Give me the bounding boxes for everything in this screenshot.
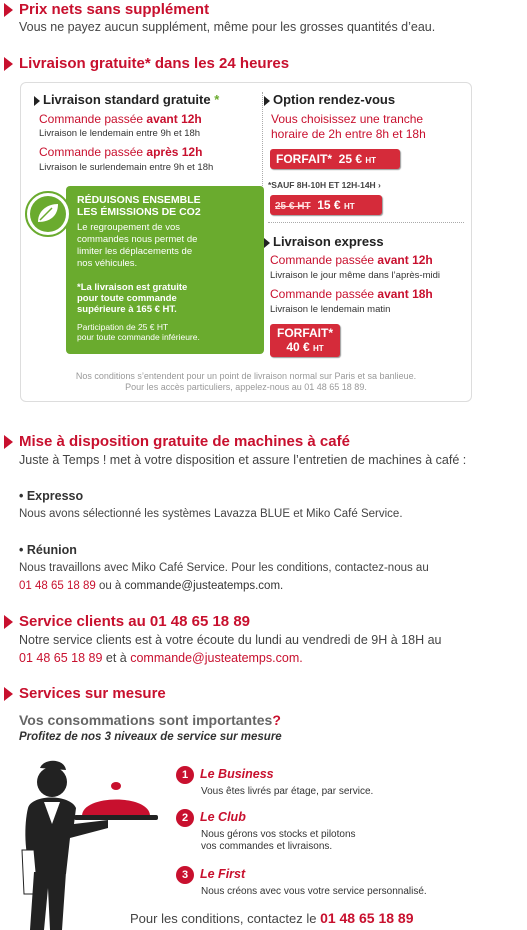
service-number-badge: 1 xyxy=(176,766,194,784)
service-contact: 01 48 65 18 89 et à commande@justeatemps.com. xyxy=(19,651,303,665)
rdv-exception: *SAUF 8H-10H ET 12H-14H › xyxy=(268,180,381,190)
standard-line2: Commande passée après 12h xyxy=(39,145,203,159)
standard-line1: Commande passée avant 12h xyxy=(39,112,202,126)
black-arrow-icon xyxy=(264,238,270,248)
section-text: Vous ne payez aucun supplément, même pour les grosses quantités d’eau. xyxy=(19,20,436,34)
section-title: Service clients au 01 48 65 18 89 xyxy=(19,613,250,630)
service-number-badge: 2 xyxy=(176,809,194,827)
eco-title: RÉDUISONS ENSEMBLE LES ÉMISSIONS DE CO2 xyxy=(77,194,201,218)
black-arrow-icon xyxy=(34,96,40,106)
service-desc: Nous créons avec vous votre service personnalisé. xyxy=(201,886,427,897)
eco-free-delivery: *La livraison est gratuite pour toute commande supérieure à 165 € HT. xyxy=(77,282,188,315)
service-desc: Vous êtes livrés par étage, par service. xyxy=(201,786,374,797)
eco-participation: Participation de 25 € HT pour toute commande inférieure. xyxy=(77,322,200,342)
service-name: Le Club xyxy=(200,810,246,824)
red-arrow-icon xyxy=(4,57,13,71)
reunion-contact: 01 48 65 18 89 ou à commande@justeatemps.com. xyxy=(19,580,284,592)
standard-note1: Livraison le lendemain entre 9h et 18h xyxy=(39,128,201,139)
services-tagline: Profitez de nos 3 niveaux de service sur mesure xyxy=(19,731,282,743)
express-title: Livraison express xyxy=(264,234,384,249)
black-arrow-icon xyxy=(264,96,270,106)
section-prix-nets xyxy=(0,0,527,40)
express-price-badge: FORFAIT* 40 € HT xyxy=(270,324,340,357)
email-link[interactable]: commande@justeatemps.com. xyxy=(130,651,303,665)
section-title: Livraison gratuite* dans les 24 heures xyxy=(19,55,290,72)
rdv-title: Option rendez-vous xyxy=(264,92,395,107)
express-note2: Livraison le lendemain matin xyxy=(270,304,391,315)
reunion-text: Nous travaillons avec Miko Café Service. Pour les conditions, contactez-nous au xyxy=(19,562,429,574)
express-line1: Commande passée avant 12h xyxy=(270,253,433,267)
red-arrow-icon xyxy=(4,3,13,17)
eco-info-box xyxy=(66,186,264,354)
express-line2: Commande passée avant 18h xyxy=(270,287,433,301)
service-name: Le First xyxy=(200,867,246,881)
expresso-title: • Expresso xyxy=(19,489,84,503)
phone-link[interactable]: 01 48 65 18 89 xyxy=(19,580,96,592)
waiter-illustration xyxy=(4,754,174,930)
section-intro: Juste à Temps ! met à votre disposition et assure l’entretien de machines à café : xyxy=(19,453,467,467)
delivery-footnote: Nos conditions s’entendent pour un point de livraison normal sur Paris et sa banlieue. Pour les accès particuliers, appelez-nous au 01 48 65 18 89. xyxy=(75,371,417,392)
standard-note2: Livraison le surlendemain entre 9h et 18h xyxy=(39,162,214,173)
section-title: Mise à disposition gratuite de machines à café xyxy=(19,433,350,450)
service-number-badge: 3 xyxy=(176,866,194,884)
standard-delivery-title: Livraison standard gratuite * xyxy=(34,92,219,107)
service-desc: Nous gérons vos stocks et pilotons vos commandes et livraisons. xyxy=(201,829,356,852)
section-title: Prix nets sans supplément xyxy=(19,1,210,18)
conditions-cta: Pour les conditions, contactez le 01 48 65 18 89 xyxy=(130,910,414,926)
red-arrow-icon xyxy=(4,687,13,701)
phone-link[interactable]: 01 48 65 18 89 xyxy=(19,651,103,665)
rdv-discount-badge: 25 € HT 15 € HT xyxy=(270,195,382,215)
reunion-title: • Réunion xyxy=(19,543,77,557)
service-name: Le Business xyxy=(200,767,274,781)
phone-link[interactable]: 01 48 65 18 89 xyxy=(320,910,414,926)
eco-text: Le regroupement de vos commandes nous permet de limiter les déplacements de nos véhicules. xyxy=(77,222,198,269)
email-link[interactable]: commande@justeatemps.com. xyxy=(124,580,284,592)
leaf-icon xyxy=(24,190,72,243)
rdv-price-badge: FORFAIT* 25 € HT xyxy=(270,149,400,169)
red-arrow-icon xyxy=(4,435,13,449)
horizontal-divider xyxy=(268,222,464,223)
expresso-text: Nous avons sélectionné les systèmes Lavazza BLUE et Miko Café Service. xyxy=(19,508,403,520)
rdv-text: Vous choisissez une tranche horaire de 2h entre 8h et 18h xyxy=(271,112,426,141)
section-text: Notre service clients est à votre écoute du lundi au vendredi de 9H à 18H au xyxy=(19,633,442,647)
section-title: Services sur mesure xyxy=(19,685,166,702)
express-note1: Livraison le jour même dans l’après-midi xyxy=(270,270,441,281)
red-arrow-icon xyxy=(4,615,13,629)
services-subtitle: Vos consommations sont importantes? xyxy=(19,712,281,728)
